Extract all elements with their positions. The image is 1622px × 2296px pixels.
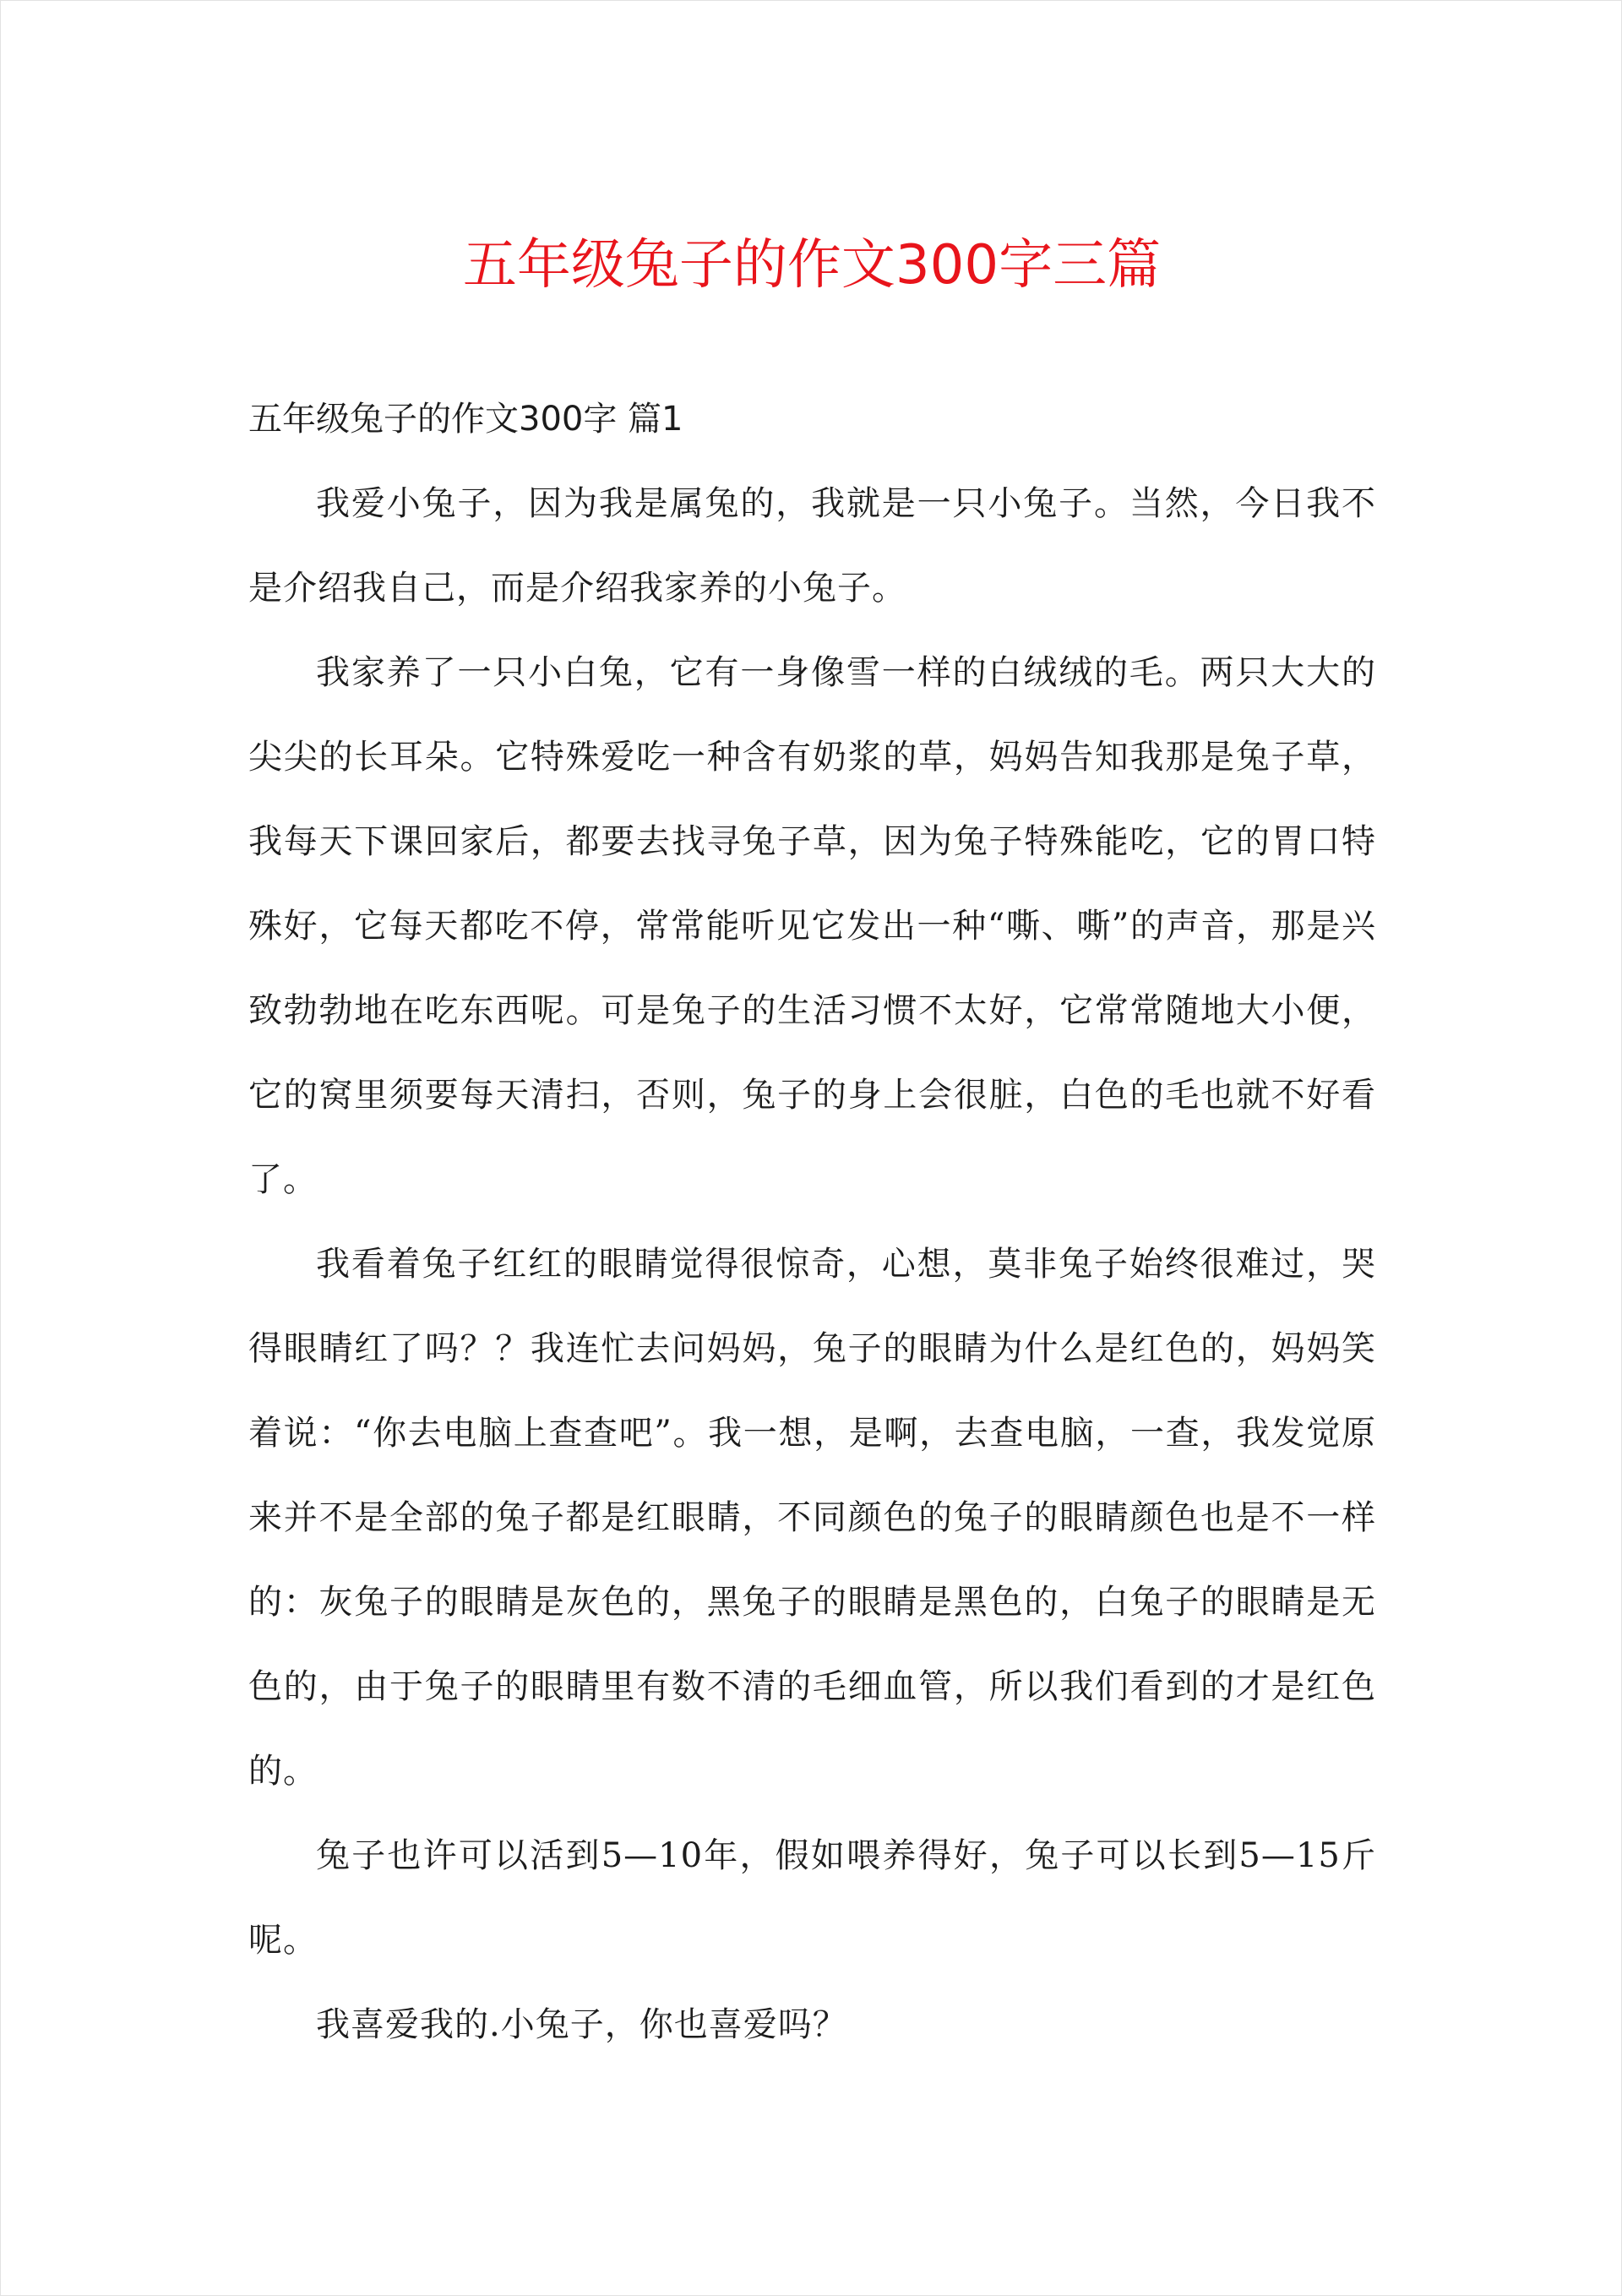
paragraph-4: 兔子也许可以活到5—10年，假如喂养得好，兔子可以长到5—15斤呢。 — [248, 1836, 1376, 1960]
paragraph-3: 我看着兔子红红的眼睛觉得很惊奇，心想，莫非兔子始终很难过，哭得眼睛红了吗？？我连忙去问妈妈，兔子的眼睛为什么是红色的，妈妈笑着说：“你去电脑上查查吧”。我一想，是啊，去查电脑，一查，我发觉原来并不是全部的兔子都是红眼睛，不同颜色的兔子的眼睛颜色也是不一样的：灰兔子的眼睛是灰色的，黑兔子的眼睛是黑色的，白兔子的眼睛是无色的，由于兔子的眼睛里有数不清的毛细血管，所以我们看到的才是红色的。 — [248, 1245, 1376, 1791]
paragraph-1: 我爱小兔子，因为我是属兔的，我就是一只小兔子。当然，今日我不是介绍我自己，而是介绍我家养的小兔子。 — [248, 484, 1376, 608]
essay-heading: 五年级兔子的作文300字 篇1 — [248, 400, 683, 439]
document-body — [248, 377, 1376, 2067]
paragraph-5: 我喜爱我的.小兔子，你也喜爱吗？ — [316, 2005, 847, 2044]
document-title: 五年级兔子的作文300字三篇 — [462, 234, 1162, 297]
paragraph-2: 我家养了一只小白兔，它有一身像雪一样的白绒绒的毛。两只大大的尖尖的长耳朵。它特殊爱吃一种含有奶浆的草，妈妈告知我那是兔子草，我每天下课回家后，都要去找寻兔子草，因为兔子特殊能吃，它的胃口特殊好，它每天都吃不停，常常能听见它发出一种“嘶、嘶”的声音，那是兴致勃勃地在吃东西呢。可是兔子的生活习惯不太好，它常常随地大小便，它的窝里须要每天清扫，否则，兔子的身上会很脏，白色的毛也就不好看了。 — [248, 653, 1376, 1199]
